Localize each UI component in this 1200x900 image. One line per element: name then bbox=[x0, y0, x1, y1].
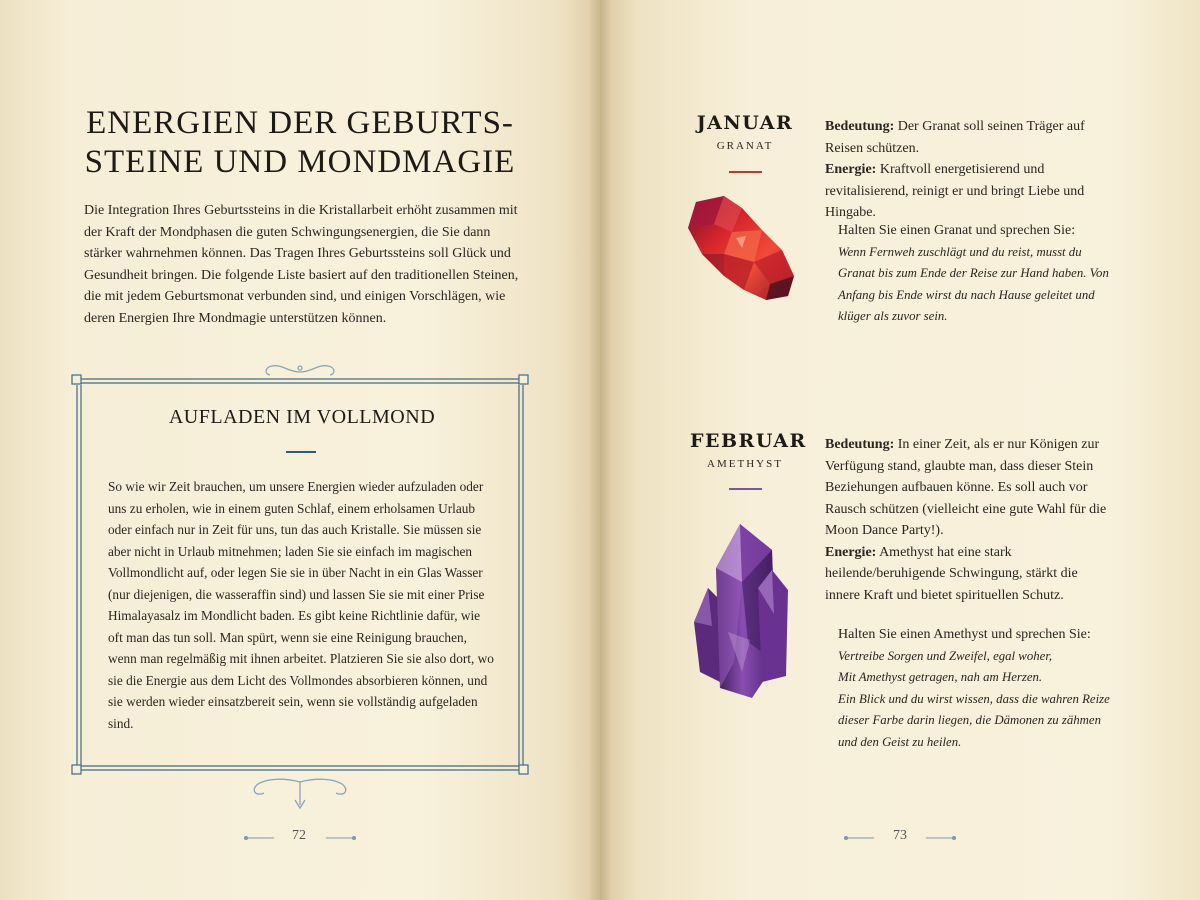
amethyst-crystal-image bbox=[690, 522, 792, 700]
amethyst-spell-intro: Halten Sie einen Amethyst und sprechen Sie: bbox=[838, 627, 1091, 642]
stone-name-amethyst: AMETHYST bbox=[707, 458, 783, 470]
garnet-meaning-text: Der Granat soll seinen Träger auf Reisen schützen. bbox=[825, 119, 1085, 156]
amethyst-spell-line-2: Mit Amethyst getragen, nah am Herzen. bbox=[838, 670, 1043, 684]
month-february: FEBRUAR bbox=[690, 430, 807, 452]
garnet-spell-intro: Halten Sie einen Granat und sprechen Sie: bbox=[838, 223, 1076, 238]
garnet-divider bbox=[729, 171, 762, 173]
bottom-scroll-ornament bbox=[254, 779, 346, 808]
month-january: JANUAR bbox=[696, 112, 794, 134]
box-text: So wie wir Zeit brauchen, um unsere Energien wieder aufzuladen oder uns zu erholen, wie in einem guten Schlaf, einem erholsamen Urlaub oder einfach nur in Zeit für uns, tun das auch Kristalle. Sie müssen sie aber nicht in Urlaub mitnehmen; laden Sie sie einfach im magischen Vollmondlicht auf, oder legen Sie sie in über Nacht in ein Glas Wasser (nur diejenigen, die wasseraffin sind) und lassen Sie sie mit einer Prise Himalayasalz im Mondlicht baden. Es gibt keine Richtlinie dafür, wie oft man das tun soll. Man spürt, wenn sie eine Reinigung brauchen, wenn man regelmäßig mit ihnen arbeitet. Platzieren Sie sie also dort, wo sie die Energie aus dem Licht des Vollmondes absorbieren können, und sie werden wieder einsatzbereit sein, wenn sie vollständig aufgeladen sind. bbox=[108, 479, 494, 731]
garnet-spell-line-4: klüger als zuvor sein. bbox=[838, 309, 948, 323]
stone-name-garnet: GRANAT bbox=[716, 140, 774, 152]
top-scroll-ornament bbox=[266, 366, 334, 375]
garnet-spell-line-1: Wenn Fernweh zuschlägt und du reist, musst du bbox=[838, 244, 1082, 259]
garnet-energy-text: Kraftvoll energetisierend und revitalisierend, reinigt er und bringt Liebe und Hingabe. bbox=[825, 162, 1085, 220]
garnet-crystal-image bbox=[684, 192, 798, 304]
box-title: AUFLADEN IM VOLLMOND bbox=[168, 406, 436, 428]
amethyst-energy-text: Amethyst hat eine stark heilende/beruhigende Schwingung, stärkt die innere Kraft und bietet spirituellen Schutz. bbox=[825, 544, 1078, 603]
amethyst-spell-line-1: Vertreibe Sorgen und Zweifel, egal woher, bbox=[838, 648, 1053, 663]
amethyst-spell bbox=[838, 624, 1128, 753]
garnet-meaning-label: Bedeutung: bbox=[825, 119, 895, 134]
garnet-energy-label: Energie: bbox=[825, 162, 877, 177]
garnet-spell-line-2: Granat bis zum Ende der Reise zur Hand haben. Von bbox=[838, 266, 1109, 280]
page-number-left: 72 bbox=[292, 828, 306, 843]
amethyst-description bbox=[825, 434, 1115, 606]
garnet-spell bbox=[838, 220, 1128, 328]
amethyst-spell-line-3: Ein Blick und du wirst wissen, dass die wahren Reize bbox=[838, 691, 1110, 706]
page-number-right: 73 bbox=[893, 828, 907, 843]
amethyst-energy-label: Energie: bbox=[825, 544, 877, 560]
page-title-line-1: ENERGIEN DER GEBURTS- bbox=[86, 105, 514, 141]
amethyst-meaning-label: Bedeutung: bbox=[825, 437, 895, 452]
amethyst-spell-line-4: dieser Farbe darin liegen, die Dämonen zu zähmen bbox=[838, 713, 1102, 727]
amethyst-spell-line-5: und den Geist zu heilen. bbox=[838, 734, 962, 749]
amethyst-divider bbox=[729, 488, 762, 490]
garnet-spell-line-3: Anfang bis Ende wirst du nach Hause geleitet und bbox=[838, 287, 1095, 302]
box-title-divider bbox=[286, 451, 316, 453]
intro-paragraph: Die Integration Ihres Geburtssteins in die Kristallarbeit erhöht zusammen mit der Kraft der Mondphasen die guten Schwingungsenergien, die Sie dann stärker wahrnehmen können. Das Tragen Ihres Geburtssteins soll Glück und Gesundheit bringen. Die folgende Liste basiert auf den traditionellen Steinen, die mit jedem Geburtsmonat verbunden sind, und einigen Vorschlägen, wie deren Energien Ihre Mondmagie unterstützen können. bbox=[84, 203, 519, 326]
page-title-line-2: STEINE UND MONDMAGIE bbox=[84, 144, 516, 180]
amethyst-meaning-text: In einer Zeit, als er nur Königen zur Verfügung stand, glaubte man, dass dieser Stein Beziehungen aufbauen könne. Es soll auch vor Rausch schützen (vielleicht eine gute Wahl für die Moon Dance Party!). bbox=[825, 437, 1107, 538]
garnet-description bbox=[825, 116, 1115, 224]
